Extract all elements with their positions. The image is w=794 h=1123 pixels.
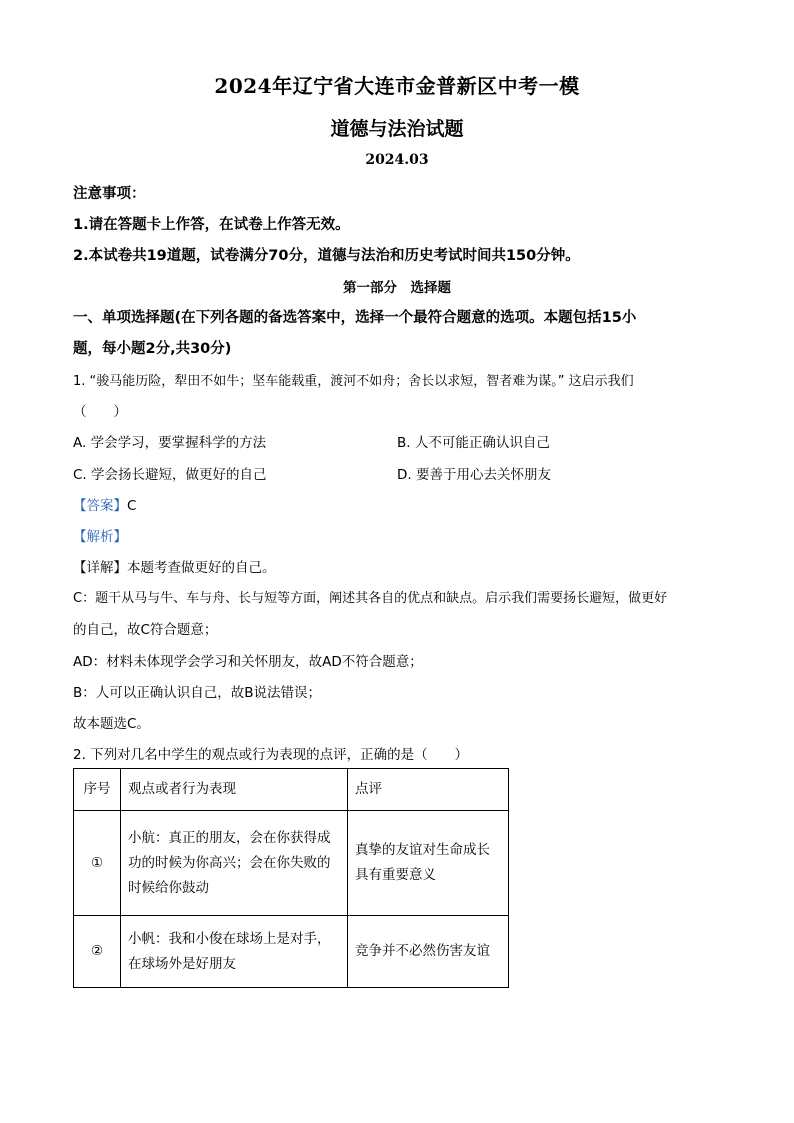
detail-text: 本题考查做更好的自己。	[127, 560, 276, 576]
analysis-tag: 【解析】	[73, 529, 127, 545]
q1-stem-bracket: （ ）	[73, 404, 127, 420]
detail-tag: 【详解】	[73, 560, 127, 576]
exam-date: 2024.03	[365, 152, 429, 168]
q1-conclusion: 故本题选C。	[73, 716, 150, 732]
q2-stem: 2. 下列对几名中学生的观点或行为表现的点评，正确的是（ ）	[73, 747, 469, 763]
q1-detail-line	[73, 556, 276, 576]
q1-explanation-ad: AD：材料未体现学会学习和关怀朋友，故AD不符合题意；	[73, 654, 423, 670]
header-number: 序号	[74, 769, 121, 811]
notice-item-2: 2.本试卷共19道题，试卷满分70分，道德与法治和历史考试时间共150分钟。	[73, 248, 580, 264]
view-line: 小航：真正的朋友，会在你获得成	[128, 829, 331, 846]
section-instruction-line1: 一、单项选择题(在下列各题的备选答案中，选择一个最符合题意的选项。本题包括15小	[73, 310, 637, 326]
section-instruction-line2: 题，每小题2分,共30分)	[73, 341, 232, 357]
q1-stem-line1: 1. “骏马能历险，犁田不如牛；坚车能载重，渡河不如舟；舍长以求短，智者难为谋。” 这启示我们	[73, 374, 634, 389]
row-comment	[348, 811, 509, 916]
part-title: 第一部分 选择题	[343, 280, 451, 296]
q1-answer-line	[73, 494, 136, 514]
comment-line: 竞争并不必然伤害友谊	[355, 943, 490, 959]
comment-line: 具有重要意义	[355, 867, 436, 883]
notice-item-1: 1.请在答题卡上作答，在试卷上作答无效。	[73, 217, 350, 233]
exam-title: 2024年辽宁省大连市金普新区中考一模	[214, 74, 580, 98]
view-line: 在球场外是好朋友	[128, 955, 236, 972]
q1-option-d: D. 要善于用心去关怀朋友	[397, 467, 551, 483]
row-number: ①	[74, 811, 121, 916]
table-header-row	[74, 769, 509, 811]
header-comment: 点评	[348, 769, 509, 811]
row-number: ②	[74, 916, 121, 988]
exam-subject: 道德与法治试题	[330, 118, 464, 140]
q2-table	[73, 768, 509, 988]
answer-value: C	[127, 498, 137, 514]
row-view	[121, 916, 348, 988]
notice-heading: 注意事项：	[73, 186, 146, 202]
q1-explanation-c-line1: C：题干从马与牛、车与舟、长与短等方面，阐述其各自的优点和缺点。启示我们需要扬长避短，做更好	[73, 591, 668, 606]
comment-line: 真挚的友谊对生命成长	[355, 842, 490, 858]
q1-option-a: A. 学会学习，要掌握科学的方法	[73, 435, 267, 451]
view-line: 时候给你鼓动	[128, 879, 209, 896]
row-view	[121, 811, 348, 916]
answer-tag: 【答案】	[73, 498, 127, 514]
table-row	[74, 916, 509, 988]
view-line: 小帆：我和小俊在球场上是对手，	[128, 930, 331, 947]
view-line: 功的时候为你高兴；会在你失败的	[128, 854, 331, 871]
table-row	[74, 811, 509, 916]
q1-option-c: C. 学会扬长避短，做更好的自己	[73, 467, 267, 483]
q1-option-b: B. 人不可能正确认识自己	[397, 435, 550, 451]
q1-explanation-b: B：人可以正确认识自己，故B说法错误；	[73, 685, 322, 701]
row-comment	[348, 916, 509, 988]
header-view: 观点或者行为表现	[121, 769, 348, 811]
q1-explanation-c-line2: 的自己，故C符合题意；	[73, 622, 218, 638]
